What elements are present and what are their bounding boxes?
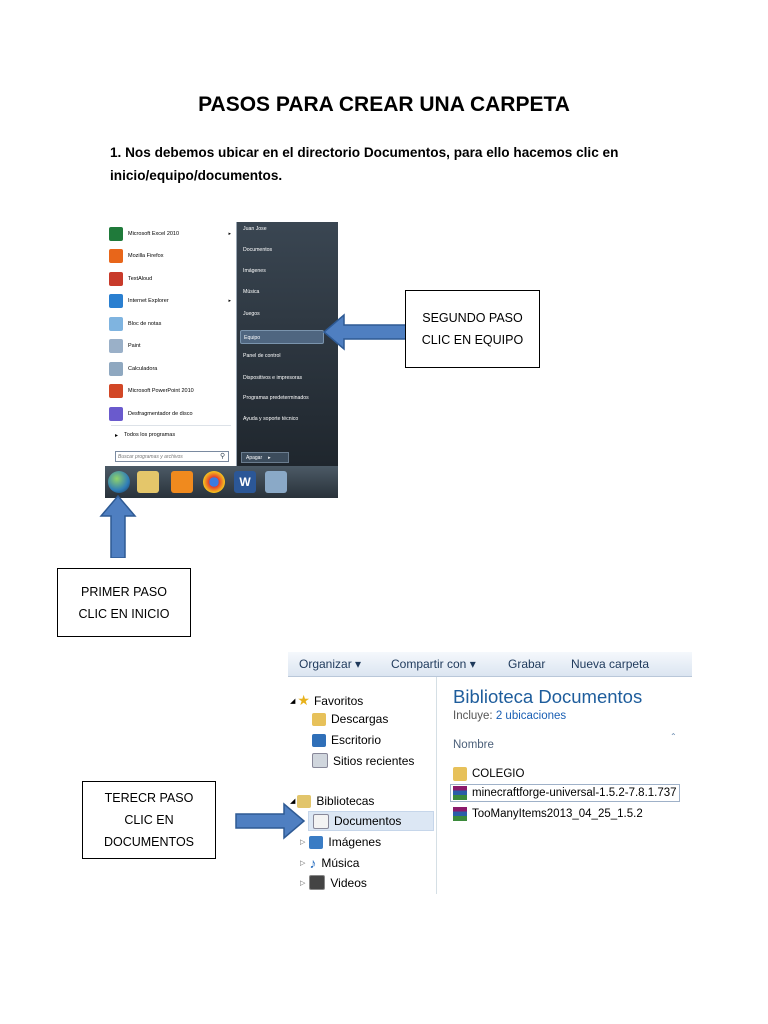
calculator-icon [109, 362, 123, 376]
column-header-name[interactable]: Nombre [453, 739, 494, 751]
callout-line: SEGUNDO PASO [422, 311, 523, 325]
new-folder-button[interactable]: Nueva carpeta [571, 657, 650, 671]
word-icon[interactable]: W [234, 471, 256, 493]
pictures-library-icon [309, 836, 323, 849]
start-menu-program-item[interactable] [109, 313, 234, 335]
submenu-arrow-icon: ▸ [228, 298, 231, 304]
program-label: TextAloud [128, 276, 153, 282]
all-programs-item[interactable] [109, 424, 234, 446]
program-label: Microsoft Excel 2010 [128, 231, 180, 237]
callout-second-step [405, 290, 540, 368]
burn-button[interactable]: Grabar [508, 657, 546, 671]
start-menu-place-item[interactable]: Juan Jose [243, 226, 267, 232]
nav-item-music[interactable] [300, 855, 359, 871]
documents-library-icon [313, 814, 329, 829]
start-orb-icon[interactable] [108, 471, 130, 493]
file-item[interactable] [450, 784, 680, 802]
start-menu-place-item[interactable]: Documentos [243, 247, 273, 253]
desktop-icon [312, 734, 326, 747]
folder-icon[interactable] [137, 471, 159, 493]
nav-label: Escritorio [331, 733, 382, 747]
program-label: Mozilla Firefox [128, 253, 164, 259]
recent-places-icon [312, 753, 328, 768]
start-menu-programs-pane [105, 222, 237, 466]
start-menu-place-item[interactable]: Dispositivos e impresoras [243, 375, 303, 381]
organize-button[interactable]: Organizar ▾ [299, 657, 362, 671]
nav-item-downloads[interactable] [312, 712, 388, 726]
internet-explorer-icon [109, 294, 123, 308]
music-library-icon: ♪ [309, 855, 317, 871]
callout-line: CLIC EN EQUIPO [421, 333, 524, 347]
defrag-icon [109, 407, 123, 421]
callout-third-step [82, 781, 216, 859]
arrow-to-equipo [322, 312, 406, 352]
callout-line: CLIC EN INICIO [78, 606, 170, 621]
start-menu-place-item[interactable]: Programas predeterminados [243, 395, 309, 401]
arrow-to-start [98, 494, 138, 558]
excel-icon [109, 227, 123, 241]
paint-icon [109, 339, 123, 353]
start-menu-place-item[interactable]: Imágenes [243, 268, 266, 274]
chrome-icon[interactable] [203, 471, 225, 493]
share-with-button[interactable]: Compartir con ▾ [391, 657, 476, 671]
start-menu-program-item[interactable] [109, 335, 234, 357]
callout-first-step [57, 568, 191, 637]
archive-icon [453, 807, 467, 821]
nav-item-recent-places[interactable] [312, 753, 414, 768]
navigation-pane [288, 677, 437, 894]
start-menu-place-item[interactable]: Juegos [243, 311, 260, 317]
all-programs-label: Todos los programas [124, 432, 176, 438]
expand-icon: ▷ [300, 879, 306, 887]
callout-line: TERECR PASO [104, 791, 194, 805]
media-player-icon[interactable] [171, 471, 193, 493]
submenu-arrow-icon: ▸ [228, 231, 231, 237]
sort-arrow-icon: ⌃ [670, 732, 677, 741]
expand-icon: ▷ [300, 839, 306, 846]
callout-line: PRIMER PASO [81, 584, 167, 599]
start-menu-program-item[interactable] [109, 268, 234, 290]
videos-library-icon [309, 875, 325, 890]
nav-item-documents[interactable] [308, 811, 434, 831]
nav-label: Imágenes [328, 835, 382, 849]
downloads-folder-icon [312, 713, 326, 726]
start-menu-program-item[interactable] [109, 223, 234, 245]
star-icon: ★ [297, 692, 310, 708]
nav-label: Documentos [334, 814, 402, 828]
notepad-icon [109, 317, 123, 331]
arrow-right-icon: ▸ [115, 432, 119, 439]
file-name: COLEGIO [472, 768, 525, 780]
nav-favorites[interactable] [290, 692, 363, 709]
program-label: Calculadora [128, 366, 158, 372]
nav-label: Favoritos [313, 693, 364, 708]
collapse-icon: ◢ [290, 697, 296, 705]
shutdown-button[interactable]: Apagar ▸ [241, 452, 289, 463]
archive-icon [453, 786, 467, 800]
shutdown-label: Apagar [246, 455, 263, 461]
arrow-to-documentos [234, 802, 306, 840]
nav-label: Bibliotecas [316, 794, 375, 808]
file-name: minecraftforge-universal-1.5.2-7.8.1.737 [472, 787, 677, 799]
folder-icon [453, 767, 467, 781]
search-icon: ⚲ [220, 453, 226, 460]
nav-label: Videos [330, 875, 367, 890]
firefox-icon [109, 249, 123, 263]
nav-label: Sitios recientes [333, 753, 415, 768]
taskbar [105, 466, 338, 498]
program-label: Microsoft PowerPoint 2010 [128, 388, 194, 394]
start-menu-place-item[interactable]: Panel de control [243, 353, 281, 359]
start-menu-screenshot [105, 222, 338, 498]
start-menu-place-item[interactable]: Equipo [240, 330, 324, 344]
includes-line [453, 710, 566, 722]
file-item[interactable] [453, 767, 524, 781]
program-label: Bloc de notas [128, 321, 162, 327]
paint-taskbar-icon[interactable] [265, 471, 287, 493]
nav-label: Descargas [331, 712, 389, 726]
step-1-text: 1. Nos debemos ubicar en el directorio Documentos, para ello hacemos clic en inicio/equipo/documentos. [110, 145, 619, 183]
file-name: TooManyItems2013_04_25_1.5.2 [472, 808, 643, 820]
start-menu-place-item[interactable]: Música [243, 289, 260, 295]
collapse-icon: ◢ [290, 798, 296, 805]
start-menu-program-item[interactable] [109, 380, 234, 402]
includes-label: Incluye: [453, 710, 493, 722]
start-menu-program-item[interactable] [109, 290, 234, 312]
callout-line: CLIC EN [124, 813, 174, 827]
library-heading: Biblioteca Documentos [453, 686, 643, 707]
start-menu-program-item[interactable] [109, 245, 234, 267]
start-menu-program-item[interactable] [109, 358, 234, 380]
program-label: Internet Explorer [128, 298, 169, 304]
document-title: PASOS PARA CREAR UNA CARPETA [198, 93, 570, 116]
start-menu-place-item[interactable]: Ayuda y soporte técnico [243, 416, 299, 422]
nav-label: Música [321, 856, 360, 870]
start-search-input[interactable]: Buscar programas y archivos [115, 451, 229, 462]
program-label: Desfragmentador de disco [128, 411, 193, 417]
explorer-screenshot [288, 652, 692, 894]
expand-icon: ▷ [300, 860, 306, 867]
content-pane [437, 677, 692, 894]
textaloud-icon [109, 272, 123, 286]
nav-item-videos[interactable] [300, 875, 367, 890]
nav-item-pictures[interactable] [300, 835, 381, 849]
explorer-toolbar [288, 652, 692, 677]
callout-line: DOCUMENTOS [103, 835, 195, 849]
locations-link[interactable]: 2 ubicaciones [495, 710, 567, 722]
program-label: Paint [128, 343, 141, 349]
nav-item-desktop[interactable] [312, 733, 381, 747]
start-menu-program-item[interactable] [109, 403, 234, 425]
file-item[interactable] [453, 807, 643, 821]
powerpoint-icon [109, 384, 123, 398]
